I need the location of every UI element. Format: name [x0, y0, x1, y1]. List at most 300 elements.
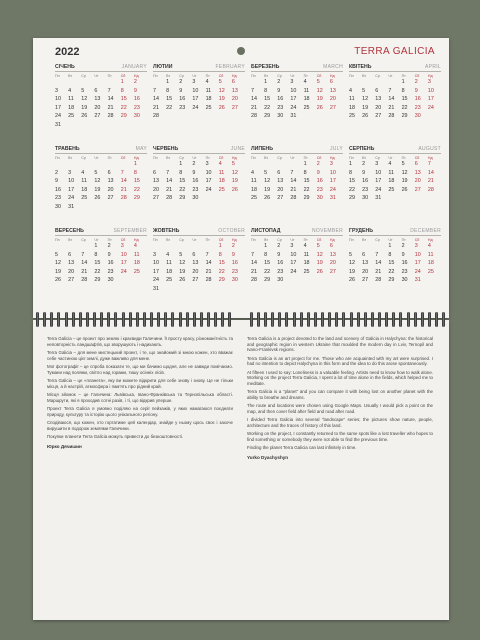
day-cell: 9 [277, 87, 281, 94]
day-cell: 30 [414, 113, 421, 119]
day-empty [362, 79, 375, 86]
weekday-label: Пн [251, 74, 256, 78]
weekday-label: Нд [231, 156, 237, 160]
day-cell: 25 [427, 268, 434, 275]
day-cell: 2 [277, 79, 281, 85]
day-cell: 27 [375, 113, 382, 119]
month-header [153, 64, 245, 72]
day-cell: 18 [81, 186, 88, 193]
day-cell: 16 [179, 96, 186, 102]
day-cell: 2 [133, 79, 137, 85]
day-cell: 23 [414, 104, 421, 111]
day-cell: 22 [94, 268, 101, 275]
weekday-label: Вт [264, 74, 269, 78]
weekday-label: Сб [218, 156, 224, 160]
weekday-label: Сб [414, 74, 420, 78]
day-cell: 24 [414, 268, 421, 275]
spiral-coil [143, 312, 146, 327]
day-cell: 27 [231, 104, 238, 111]
day-cell: 14 [251, 260, 257, 266]
day-cell: 15 [179, 178, 186, 184]
day-cell: 7 [427, 161, 431, 167]
day-cell: 10 [55, 96, 61, 102]
day-cell: 3 [205, 161, 209, 167]
day-empty [277, 161, 290, 168]
day-cell: 8 [218, 251, 222, 258]
day-cell: 8 [264, 87, 268, 94]
day-grid [349, 243, 441, 284]
day-cell: 5 [94, 169, 98, 176]
weekday-label: Пт [107, 74, 112, 78]
day-cell: 18 [303, 96, 310, 102]
spiral-coil [150, 312, 153, 327]
day-cell: 1 [133, 161, 137, 167]
day-cell: 11 [205, 87, 212, 94]
weekday-label: Чт [94, 74, 99, 78]
spiral-coil [350, 312, 353, 327]
day-cell: 26 [264, 195, 271, 201]
day-grid [251, 79, 343, 120]
text-column-ukrainian [47, 336, 233, 612]
day-cell: 15 [120, 96, 127, 102]
weekday-label: Пн [251, 156, 256, 160]
day-cell: 13 [231, 87, 238, 94]
day-cell: 12 [179, 260, 186, 266]
day-cell: 14 [107, 96, 114, 102]
day-cell: 1 [264, 243, 268, 249]
day-cell: 18 [388, 178, 395, 184]
day-cell: 12 [264, 178, 271, 184]
day-cell: 23 [362, 186, 369, 193]
day-grid [349, 161, 441, 202]
day-cell: 5 [316, 243, 320, 249]
day-cell: 5 [231, 161, 235, 167]
paragraph-en: Terra Galicia is a “planet” and you can compare it with being lost on another planet with the ability to breathe and dreams. [247, 389, 433, 400]
day-empty [55, 161, 68, 168]
day-cell: 14 [166, 178, 173, 184]
day-cell: 16 [231, 260, 238, 266]
day-cell: 29 [120, 113, 127, 119]
day-cell: 16 [107, 260, 114, 266]
day-cell: 3 [290, 79, 294, 85]
month-block [349, 64, 441, 140]
day-cell: 2 [107, 243, 111, 249]
day-grid [55, 161, 147, 211]
weekday-label: Пт [303, 74, 308, 78]
day-cell: 2 [414, 79, 418, 85]
day-cell: 20 [414, 178, 421, 184]
day-cell: 17 [120, 260, 127, 266]
day-cell: 25 [68, 113, 75, 119]
day-cell: 21 [107, 104, 114, 111]
day-cell: 26 [81, 113, 88, 119]
day-cell: 11 [68, 96, 74, 102]
day-cell: 21 [166, 186, 173, 193]
spiral-coil [293, 312, 296, 327]
spiral-coil [65, 312, 68, 327]
spiral-coil [264, 312, 267, 327]
month-name-ua: ТРАВЕНЬ [55, 146, 80, 152]
day-cell: 1 [264, 79, 268, 85]
calendar-year: 2022 [55, 46, 80, 58]
day-cell: 5 [218, 79, 222, 85]
day-cell: 25 [133, 268, 140, 275]
day-cell: 3 [414, 243, 418, 249]
weekday-label: Сб [120, 156, 126, 160]
day-cell: 30 [133, 113, 140, 119]
spiral-coil [250, 312, 253, 327]
day-cell: 11 [166, 260, 172, 266]
day-grid [153, 243, 245, 293]
day-cell: 8 [133, 169, 137, 176]
day-cell: 14 [81, 260, 88, 266]
spiral-coil [321, 312, 324, 327]
day-cell: 17 [290, 260, 297, 266]
day-grid [153, 161, 245, 202]
day-cell: 18 [303, 260, 310, 266]
day-cell: 20 [107, 186, 114, 193]
day-cell: 16 [277, 96, 284, 102]
day-cell: 21 [120, 186, 127, 193]
day-cell: 4 [81, 169, 85, 176]
spiral-coil [164, 312, 167, 327]
day-cell: 5 [401, 161, 405, 167]
day-cell: 11 [303, 87, 310, 94]
weekday-label: Чт [388, 74, 393, 78]
day-cell: 7 [388, 87, 392, 94]
paragraph-ua: Місця зйомок – це Галичина: Львівська, Івано-Франківська та Тернопільська області. Маршрути, які я проходив сотні разів, і ті, що відкрив уперше. [47, 392, 233, 403]
day-cell: 30 [277, 113, 284, 119]
month-header [251, 64, 343, 72]
day-cell: 10 [192, 87, 199, 94]
day-cell: 26 [55, 277, 61, 283]
month-name-ua: СІЧЕНЬ [55, 64, 75, 70]
day-cell: 12 [218, 87, 225, 94]
weekday-label: Вт [264, 238, 269, 242]
weekday-label: Ср [277, 74, 282, 78]
day-cell: 31 [414, 277, 421, 283]
day-cell: 26 [316, 268, 323, 275]
weekday-label: Нд [329, 74, 335, 78]
day-cell: 24 [205, 186, 212, 193]
weekday-label: Ср [375, 156, 380, 160]
day-cell: 11 [81, 178, 87, 184]
day-cell: 7 [205, 251, 209, 258]
day-cell: 17 [375, 178, 382, 184]
spiral-coil [157, 312, 160, 327]
month-name-ua: ГРУДЕНЬ [349, 228, 373, 234]
day-cell: 1 [349, 161, 352, 167]
spiral-coil [357, 312, 360, 327]
weekday-label: Пт [401, 74, 406, 78]
day-cell: 1 [388, 243, 392, 249]
day-cell: 7 [375, 251, 379, 258]
day-cell: 15 [133, 178, 140, 184]
spiral-coil [335, 312, 338, 327]
day-cell: 19 [81, 104, 88, 111]
weekday-label: Вт [68, 156, 73, 160]
day-cell: 7 [290, 169, 294, 176]
day-cell: 23 [231, 268, 238, 275]
day-cell: 6 [414, 161, 418, 167]
day-cell: 8 [264, 251, 268, 258]
day-cell: 16 [414, 96, 421, 102]
day-cell: 5 [264, 169, 268, 176]
day-cell: 19 [349, 268, 355, 275]
day-cell: 3 [329, 161, 333, 167]
weekday-label: Пт [401, 238, 406, 242]
signature-ua: Юрко Дячишин [47, 443, 82, 449]
spiral-coil [228, 312, 231, 327]
day-cell: 16 [316, 178, 323, 184]
day-cell: 9 [231, 251, 235, 258]
day-cell: 22 [218, 268, 225, 275]
day-cell: 12 [316, 87, 323, 94]
day-cell: 22 [133, 186, 140, 193]
day-cell: 4 [251, 169, 254, 176]
weekday-label: Нд [133, 74, 139, 78]
weekday-label: Пн [349, 238, 354, 242]
day-cell: 21 [375, 268, 382, 275]
day-cell: 22 [349, 186, 355, 193]
day-cell: 8 [388, 251, 392, 258]
day-cell: 6 [329, 79, 333, 85]
day-cell: 30 [401, 277, 408, 283]
day-cell: 23 [133, 104, 140, 111]
day-cell: 19 [218, 96, 225, 102]
weekday-label: Чт [388, 238, 393, 242]
day-cell: 27 [362, 277, 369, 283]
spiral-coil [300, 312, 303, 327]
signature-en: Yurko Dyachyshyn [247, 454, 289, 460]
day-cell: 6 [153, 169, 156, 176]
month-block [55, 146, 147, 222]
day-cell: 28 [251, 113, 257, 119]
day-cell: 24 [427, 104, 434, 111]
day-cell: 10 [120, 251, 127, 258]
day-grid [55, 79, 147, 129]
spiral-coil [193, 312, 196, 327]
day-cell: 16 [55, 186, 61, 193]
spiral-coil [207, 312, 210, 327]
spiral-coil [407, 312, 410, 327]
day-cell: 10 [427, 87, 434, 94]
month-name-en: MAY [135, 146, 147, 152]
day-cell: 6 [94, 87, 98, 94]
day-cell: 24 [55, 113, 61, 119]
day-grid [349, 79, 441, 120]
day-cell: 11 [349, 96, 355, 102]
weekday-label: Нд [133, 238, 139, 242]
day-empty [94, 79, 107, 86]
weekday-label: Ср [179, 74, 184, 78]
day-cell: 11 [251, 178, 257, 184]
day-cell: 22 [179, 186, 186, 193]
day-cell: 27 [329, 104, 336, 111]
day-cell: 12 [231, 169, 238, 176]
day-cell: 25 [303, 268, 310, 275]
paragraph-en: Terra Galicia is a project devoted to the land and scenery of Galicia in Halychyna: the historical and geographic region in western Ukraine that moulded the modern day in Lviv, Ternopil and Ivano-Frankivsk regions. [247, 336, 433, 352]
weekday-row [349, 238, 441, 242]
weekday-label: Ср [179, 156, 184, 160]
day-cell: 24 [290, 104, 297, 111]
month-block [55, 228, 147, 304]
day-cell: 14 [388, 96, 395, 102]
weekday-label: Пт [303, 156, 308, 160]
day-cell: 29 [179, 195, 186, 201]
spiral-coil [107, 312, 110, 327]
day-cell: 27 [329, 268, 336, 275]
day-cell: 9 [414, 87, 418, 94]
day-cell: 6 [277, 169, 281, 176]
day-cell: 7 [153, 87, 156, 94]
day-cell: 17 [414, 260, 421, 266]
day-cell: 28 [153, 113, 159, 119]
day-cell: 28 [388, 113, 395, 119]
day-cell: 11 [388, 169, 395, 176]
day-cell: 29 [303, 195, 310, 201]
day-cell: 1 [94, 243, 98, 249]
day-cell: 16 [277, 260, 284, 266]
spiral-coil [243, 312, 246, 327]
day-grid [55, 243, 147, 284]
day-cell: 5 [349, 251, 352, 258]
day-cell: 10 [290, 87, 297, 94]
weekday-label: Ср [375, 74, 380, 78]
day-cell: 30 [362, 195, 369, 201]
day-cell: 10 [414, 251, 421, 258]
day-empty [349, 79, 362, 86]
month-name-en: JANUARY [121, 64, 147, 70]
spiral-coil [214, 312, 217, 327]
day-cell: 4 [133, 243, 137, 249]
day-cell: 26 [401, 186, 408, 193]
day-grid [153, 79, 245, 120]
weekday-label: Сб [218, 238, 224, 242]
day-cell: 26 [94, 195, 101, 201]
day-cell: 22 [264, 268, 271, 275]
weekday-label: Пн [251, 238, 256, 242]
day-cell: 4 [166, 251, 170, 258]
day-cell: 3 [68, 169, 72, 176]
day-cell: 22 [264, 104, 271, 111]
weekday-label: Чт [388, 156, 393, 160]
day-cell: 10 [205, 169, 212, 176]
month-name-ua: ЖОВТЕНЬ [153, 228, 180, 234]
day-cell: 23 [55, 195, 61, 201]
day-cell: 6 [192, 251, 196, 258]
paragraph-en: Working on the project, I constantly returned to the same spots like a lost traveller who hopes to find something or somebody they were not able to find the previous time. [247, 431, 433, 442]
day-cell: 20 [375, 104, 382, 111]
day-cell: 30 [316, 195, 323, 201]
brand-title: TERRA GALICIA [354, 46, 435, 57]
day-cell: 20 [192, 268, 199, 275]
day-cell: 21 [205, 268, 212, 275]
day-cell: 3 [55, 87, 58, 94]
day-cell: 29 [218, 277, 225, 283]
day-cell: 13 [277, 178, 284, 184]
day-empty [375, 79, 388, 86]
day-cell: 28 [427, 186, 434, 193]
day-cell: 22 [303, 186, 310, 193]
day-cell: 7 [251, 87, 254, 94]
day-empty [362, 243, 375, 250]
paragraph-en: Terra Galicia is an art project for me. Those who are acquainted with my art were surprised. I had no intention to depict Halychyna in this form and the idea to do this arose spontaneously. [247, 355, 433, 366]
paragraph-en: I divided Terra Galicia into several “landscape” series; the pictures show nature, people, architecture and the traces of history of this land. [247, 417, 433, 428]
day-cell: 30 [231, 277, 238, 283]
weekday-label: Чт [290, 156, 295, 160]
weekday-label: Ср [81, 156, 86, 160]
day-cell: 19 [401, 178, 408, 184]
day-cell: 26 [231, 186, 238, 193]
day-cell: 13 [414, 169, 421, 176]
weekday-row [251, 238, 343, 242]
day-cell: 2 [362, 161, 366, 167]
day-cell: 17 [205, 178, 212, 184]
weekday-label: Пт [205, 238, 210, 242]
day-cell: 14 [290, 178, 297, 184]
day-empty [179, 243, 192, 250]
day-cell: 6 [329, 243, 333, 249]
day-cell: 8 [166, 87, 170, 94]
day-cell: 19 [231, 178, 238, 184]
day-cell: 7 [81, 251, 85, 258]
day-empty [68, 79, 81, 86]
month-header [349, 228, 441, 236]
day-cell: 23 [179, 104, 186, 111]
spiral-coil [236, 312, 239, 327]
weekday-label: Сб [414, 238, 420, 242]
day-cell: 29 [264, 113, 271, 119]
month-name-ua: ЛЮТИЙ [153, 64, 173, 70]
day-cell: 18 [349, 104, 355, 111]
month-header [349, 146, 441, 154]
day-cell: 14 [120, 178, 127, 184]
day-cell: 25 [251, 195, 257, 201]
day-cell: 29 [349, 195, 355, 201]
day-empty [108, 79, 121, 86]
day-cell: 26 [179, 277, 186, 283]
day-cell: 31 [329, 195, 336, 201]
day-empty [251, 79, 264, 86]
month-name-en: OCTOBER [218, 228, 245, 234]
month-name-ua: ВЕРЕСЕНЬ [55, 228, 84, 234]
paragraph-ua: Мої фотографії – це спроба показати те, що ми бачимо щодня, але не завжди помічаємо. Тумани над полями, світло над горами, тишу осінніх лісів. [47, 364, 233, 375]
day-cell: 23 [192, 186, 199, 193]
day-empty [166, 243, 179, 250]
day-cell: 24 [68, 195, 75, 201]
weekday-label: Вт [362, 156, 367, 160]
day-cell: 27 [414, 186, 421, 193]
day-cell: 25 [388, 186, 395, 193]
spiral-coil [314, 312, 317, 327]
day-cell: 23 [277, 104, 284, 111]
month-name-ua: ЛИСТОПАД [251, 228, 281, 234]
day-cell: 24 [329, 186, 336, 193]
day-cell: 13 [329, 87, 336, 94]
weekday-label: Нд [427, 74, 433, 78]
day-cell: 2 [231, 243, 235, 249]
weekday-row [153, 156, 245, 160]
day-cell: 8 [120, 87, 124, 94]
text-sheet [33, 320, 449, 620]
day-cell: 11 [133, 251, 140, 258]
day-empty [290, 161, 303, 168]
day-cell: 21 [251, 268, 257, 275]
day-cell: 2 [179, 79, 183, 85]
paragraph-ua: Terra Galicia – для мене мистецький проект, і те, що знайомий зі мною кожен, хто вважає себе частиною цієї землі, дуже важливо для мене. [47, 350, 233, 361]
month-block [153, 228, 245, 304]
